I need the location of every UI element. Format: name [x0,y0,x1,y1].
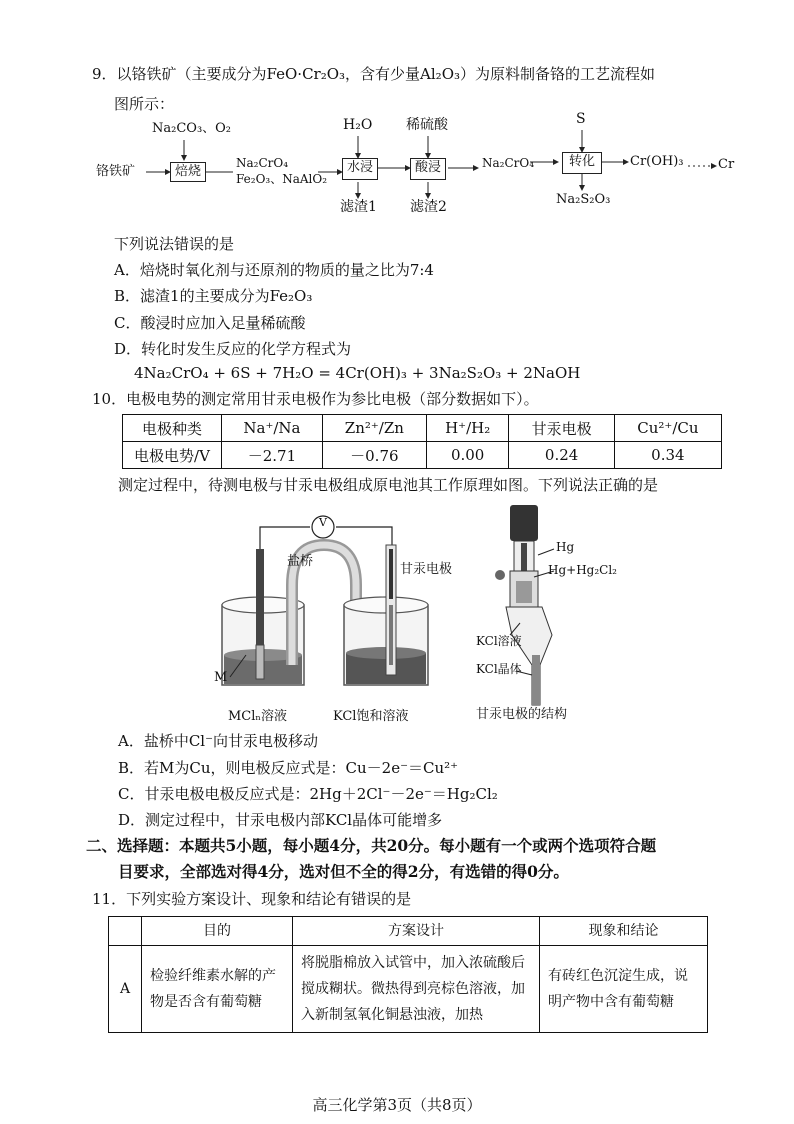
table-cell: H⁺/H₂ [426,415,509,442]
section2-instructions-line1: 二、选择题：本题共5小题，每小题4分，共20分。每小题有一个或两个选项符合题 [86,836,657,855]
table-cell: Cu²⁺/Cu [614,415,721,442]
table-cell: 电极种类 [123,415,222,442]
calomel-electrode-label: 甘汞电极 [400,562,453,577]
q10-option-d: D．测定过程中，甘汞电极内部KCl晶体可能增多 [118,811,443,829]
flow-step-acid-leach: 酸浸 [410,158,446,180]
kcl-crystal-label: KCl晶体 [476,662,522,676]
q9-stem-line1: 9．以铬铁矿（主要成分为FeO·Cr₂O₃，含有少量Al₂O₃）为原料制备铬的工艺流程如 [92,65,656,83]
flow-residue-2: 滤渣2 [410,199,447,215]
table-cell: 检验纤维素水解的产物是否含有葡萄糖 [142,946,293,1033]
table-cell: 0.24 [509,442,614,469]
table-cell: －0.76 [322,442,426,469]
q10-option-c: C．甘汞电极电极反应式是：2Hg＋2Cl⁻－2e⁻＝Hg₂Cl₂ [118,785,498,803]
table-cell: 0.34 [614,442,721,469]
q9-option-d: D．转化时发生反应的化学方程式为 [114,340,352,358]
q9-question: 下列说法错误的是 [114,235,235,253]
table-cell: Na⁺/Na [222,415,323,442]
calomel-structure-caption: 甘汞电极的结构 [476,707,568,722]
q9-option-c: C．酸浸时应加入足量稀硫酸 [114,314,306,332]
flow-arrows [0,0,794,230]
table-cell: 电极电势/V [123,442,222,469]
q11-stem: 11．下列实验方案设计、现象和结论有错误的是 [92,890,412,908]
table-cell: Zn²⁺/Zn [322,415,426,442]
flow-step-convert: 转化 [562,152,602,174]
voltmeter-label: V [319,516,327,529]
q9-option-b: B．滤渣1的主要成分为Fe₂O₃ [114,287,313,305]
table-row [109,946,708,1033]
table-cell: A [109,946,142,1033]
hg-paste-label: Hg+Hg₂Cl₂ [548,563,617,577]
table-header-cell: 方案设计 [293,917,540,946]
electrode-m-label: M [214,670,228,685]
electrode-potential-table [122,414,722,469]
flow-step-roast: 焙烧 [170,162,206,182]
flow-product-hydroxide: Cr(OH)₃ [630,154,684,169]
flow-byproduct: Na₂S₂O₃ [556,192,611,207]
page-footer: 高三化学第3页（共8页） [312,1096,482,1114]
table-header-cell: 目的 [142,917,293,946]
q10-option-b: B．若M为Cu，则电极反应式是：Cu－2e⁻＝Cu²⁺ [118,759,459,777]
table-cell: 有砖红色沉淀生成，说明产物中含有葡萄糖 [540,946,708,1033]
q10-stem: 10．电极电势的测定常用甘汞电极作为参比电极（部分数据如下）。 [92,390,539,408]
flow-intermediate-2: Na₂CrO₄ [482,156,535,170]
flow-residue-1: 滤渣1 [340,199,377,215]
table-row [109,917,708,946]
flow-product-chromium: Cr [718,157,735,172]
flow-step-water-leach: 水浸 [342,158,378,180]
flow-raw-material: 铬铁矿 [96,164,136,179]
table-row [123,442,722,469]
table-row [123,415,722,442]
salt-bridge-label: 盐桥 [287,554,314,569]
table-header-cell: 现象和结论 [540,917,708,946]
table-header-cell [109,917,142,946]
hg-label: Hg [556,540,575,554]
table-cell: －2.71 [222,442,323,469]
flow-reagent-water: H₂O [343,117,373,133]
q9-stem-line2: 图所示： [114,95,175,113]
flow-intermediate-1b: Fe₂O₃、NaAlO₂ [236,172,328,186]
table-cell: 甘汞电极 [509,415,614,442]
experiment-table [108,916,708,1033]
q9-option-a: A．焙烧时氧化剂与还原剂的物质的量之比为7:4 [114,261,434,279]
right-solution-label: KCl饱和溶液 [333,709,409,724]
section2-instructions-line2: 目要求，全部选对得4分，选对但不全的得2分，有选错的得0分。 [118,862,569,881]
table-cell: 0.00 [426,442,509,469]
galvanic-cell-diagram [200,505,620,725]
q10-option-a: A．盐桥中Cl⁻向甘汞电极移动 [118,732,319,750]
q10-stem2: 测定过程中，待测电极与甘汞电极组成原电池其工作原理如图。下列说法正确的是 [118,476,659,494]
flow-reagent-roast: Na₂CO₃、O₂ [152,121,232,136]
flow-reagent-sulfur: S [576,111,586,127]
flow-reagent-acid: 稀硫酸 [406,117,448,133]
left-solution-label: MClₙ溶液 [228,709,288,724]
flow-intermediate-1a: Na₂CrO₄ [236,156,289,170]
table-cell: 将脱脂棉放入试管中，加入浓硫酸后搅成糊状。微热得到亮棕色溶液，加入新制氢氧化铜悬浊液，加热 [293,946,540,1033]
kcl-solution-label: KCl溶液 [476,634,522,648]
q9-equation: 4Na₂CrO₄ + 6S + 7H₂O = 4Cr(OH)₃ + 3Na₂S₂O₃ + 2NaOH [134,364,581,382]
